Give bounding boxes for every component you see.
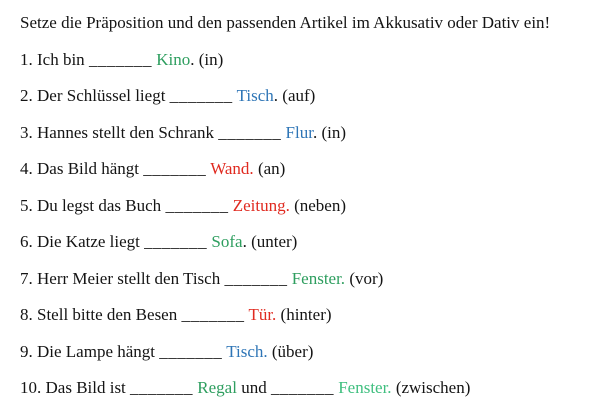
text-segment: 7. Herr Meier stellt den Tisch: [20, 268, 225, 288]
answer-noun: Fenster.: [338, 378, 392, 397]
blank-field: _______: [130, 378, 194, 397]
text-segment: . (auf): [273, 86, 316, 105]
blank-field: _______: [270, 378, 334, 397]
blank-field: _______: [181, 305, 245, 324]
text-segment: . (in): [190, 49, 224, 69]
text-segment: und: [236, 378, 271, 397]
text-segment: 8. Stell bitte den Besen: [20, 305, 182, 324]
exercise-item: [20, 159, 593, 180]
exercise-list: [20, 50, 593, 399]
blank-field: _______: [159, 341, 223, 361]
text-segment: (vor): [345, 268, 384, 288]
blank-field: _______: [143, 159, 207, 178]
answer-noun: Tür.: [248, 305, 277, 324]
text-segment: 2. Der Schlüssel liegt: [20, 86, 170, 105]
exercise-title: Setze die Präposition und den passenden Artikel im Akkusativ oder Dativ ein!: [20, 13, 551, 32]
answer-noun: Regal: [197, 378, 237, 397]
text-segment: (über): [267, 341, 314, 361]
text-segment: . (unter): [242, 232, 298, 251]
exercise-item: [20, 86, 593, 107]
exercise-item: [20, 269, 593, 290]
exercise-item: [20, 50, 593, 71]
exercise-item: [20, 232, 593, 253]
blank-field: _______: [218, 122, 282, 142]
text-segment: (zwischen): [391, 378, 471, 397]
text-segment: (an): [253, 159, 286, 178]
exercise-item: [20, 123, 593, 144]
answer-noun: Tisch: [236, 86, 274, 105]
text-segment: (neben): [289, 195, 346, 215]
text-segment: . (in): [312, 122, 346, 142]
answer-noun: Sofa: [211, 232, 243, 251]
text-segment: 6. Die Katze liegt: [20, 232, 145, 251]
answer-noun: Flur: [285, 122, 313, 142]
answer-noun: Wand.: [210, 159, 254, 178]
text-segment: 9. Die Lampe hängt: [20, 341, 160, 361]
exercise-item: [20, 305, 593, 326]
text-segment: 10. Das Bild ist: [20, 378, 131, 397]
answer-noun: Kino: [156, 49, 191, 69]
text-segment: 5. Du legst das Buch: [20, 195, 166, 215]
blank-field: _______: [88, 49, 152, 69]
answer-noun: Tisch.: [226, 341, 268, 361]
exercise-item: [20, 342, 593, 363]
text-segment: 1. Ich bin: [20, 49, 89, 69]
text-segment: 3. Hannes stellt den Schrank: [20, 122, 219, 142]
text-segment: 4. Das Bild hängt: [20, 159, 144, 178]
blank-field: _______: [144, 232, 208, 251]
answer-noun: Zeitung.: [232, 195, 290, 215]
exercise-item: [20, 378, 593, 399]
blank-field: _______: [224, 268, 288, 288]
answer-noun: Fenster.: [291, 268, 346, 288]
blank-field: _______: [169, 86, 233, 105]
blank-field: _______: [165, 195, 229, 215]
text-segment: (hinter): [276, 305, 332, 324]
exercise-item: [20, 196, 593, 217]
